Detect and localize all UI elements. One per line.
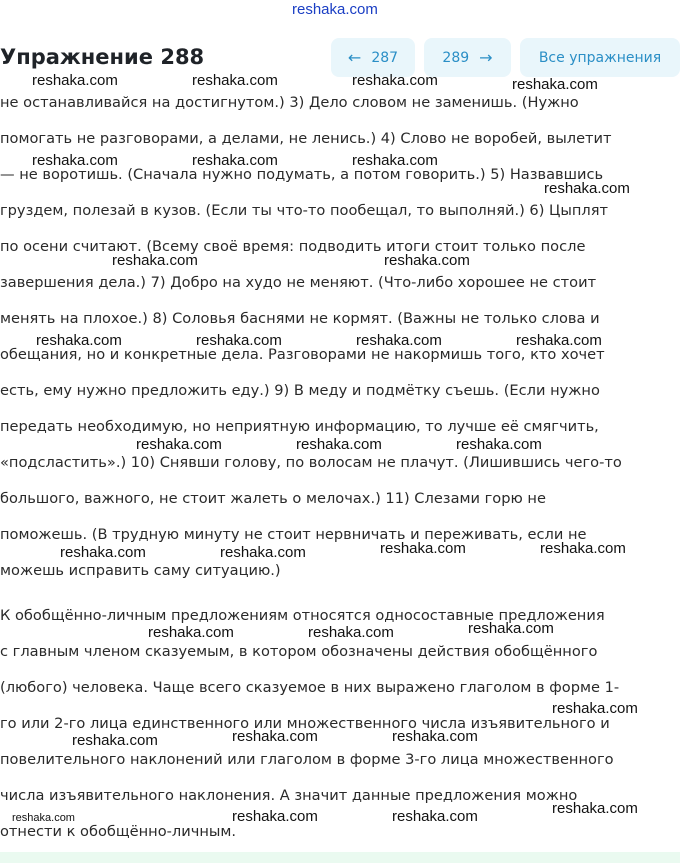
watermark-text: reshaka.com <box>220 544 306 561</box>
arrow-left-icon: ← <box>347 47 362 67</box>
watermark-text: reshaka.com <box>544 180 630 197</box>
explanation-line: (любого) человека. Чаще всего сказуемое в них выражено глаголом в форме 1- <box>0 679 620 696</box>
all-exercises-button[interactable] <box>520 38 680 77</box>
answer-line: груздем, полезай в кузов. (Если ты что-то пообещал, то выполняй.) 6) Цыплят <box>0 202 609 219</box>
watermark-text: reshaka.com <box>192 72 278 89</box>
watermark-text: reshaka.com <box>352 152 438 169</box>
watermark-text: reshaka.com <box>552 700 638 717</box>
watermark-text: reshaka.com <box>356 332 442 349</box>
watermark-text: reshaka.com <box>352 72 438 89</box>
watermark-text: reshaka.com <box>112 252 198 269</box>
answer-line: менять на плохое.) 8) Соловья баснями не кормят. (Важны не только слова и <box>0 310 600 327</box>
all-exercises-label: Все упражнения <box>538 49 662 66</box>
answer-line: «подсластить».) 10) Снявши голову, по волосам не плачут. (Лишившись чего-то <box>0 454 622 471</box>
watermark-text: reshaka.com <box>308 624 394 641</box>
answer-line: обещания, но и конкретные дела. Разговорами не накормишь того, кто хочет <box>0 346 605 363</box>
answer-line: поможешь. (В трудную минуту не стоит нервничать и переживать, если не <box>0 526 587 543</box>
watermark-text: reshaka.com <box>232 728 318 745</box>
answer-line: по осени считают. (Всему своё время: подводить итоги стоит только после <box>0 238 586 255</box>
watermark-text: reshaka.com <box>296 436 382 453</box>
watermark-text: reshaka.com <box>32 72 118 89</box>
answer-line: помогать не разговорами, а делами, не ленись.) 4) Слово не воробей, вылетит <box>0 130 612 147</box>
answer-line: передать необходимую, но неприятную информацию, то лучше её смягчить, <box>0 418 599 435</box>
watermark-text: reshaka.com <box>36 332 122 349</box>
watermark-text: reshaka.com <box>456 436 542 453</box>
watermark-text: reshaka.com <box>148 624 234 641</box>
explanation-line: го или 2-го лица единственного или множественного числа изъявительного и <box>0 715 610 732</box>
arrow-right-icon: → <box>479 47 493 67</box>
watermark-text: reshaka.com <box>384 252 470 269</box>
answer-line: завершения дела.) 7) Добро на худо не меняют. (Что-либо хорошее не стоит <box>0 274 597 291</box>
prev-exercise-label: 287 <box>371 49 399 66</box>
explanation-line: числа изъявительного наклонения. А значит данные предложения можно <box>0 787 578 804</box>
answer-line: большого, важного, не стоит жалеть о мелочах.) 11) Слезами горю не <box>0 490 546 507</box>
watermark-text: reshaka.com <box>192 152 278 169</box>
watermark-text: reshaka.com <box>512 76 598 93</box>
answer-line: можешь исправить саму ситуацию.) <box>0 562 281 579</box>
watermark-text: reshaka.com <box>516 332 602 349</box>
watermark-text: reshaka.com <box>12 812 75 824</box>
watermark-text: reshaka.com <box>552 800 638 817</box>
watermark-text: reshaka.com <box>196 332 282 349</box>
watermark-text: reshaka.com <box>136 436 222 453</box>
watermark-text: reshaka.com <box>60 544 146 561</box>
site-link[interactable]: reshaka.com <box>292 1 378 18</box>
footer-strip <box>0 852 680 863</box>
answer-line: — не воротишь. (Сначала нужно подумать, а потом говорить.) 5) Назвавшись <box>0 166 604 183</box>
page-title: Упражнение 288 <box>0 45 205 69</box>
watermark-text: reshaka.com <box>72 732 158 749</box>
watermark-text: reshaka.com <box>392 728 478 745</box>
answer-line: не останавливайся на достигнутом.) 3) Дело словом не заменишь. (Нужно <box>0 94 579 111</box>
explanation-line: с главным членом сказуемым, в котором обозначены действия обобщённого <box>0 643 598 660</box>
explanation-line: К обобщённо-личным предложениям относятся односоставные предложения <box>0 607 605 624</box>
watermark-text: reshaka.com <box>392 808 478 825</box>
watermark-text: reshaka.com <box>32 152 118 169</box>
explanation-line: отнести к обобщённо-личным. <box>0 823 237 840</box>
watermark-text: reshaka.com <box>232 808 318 825</box>
answer-line: есть, ему нужно предложить еду.) 9) В меду и подмётку съешь. (Если нужно <box>0 382 600 399</box>
watermark-text: reshaka.com <box>468 620 554 637</box>
next-exercise-label: 289 <box>442 49 470 66</box>
watermark-text: reshaka.com <box>380 540 466 557</box>
watermark-text: reshaka.com <box>540 540 626 557</box>
explanation-line: повелительного наклонений или глаголом в форме 3-го лица множественного <box>0 751 614 768</box>
